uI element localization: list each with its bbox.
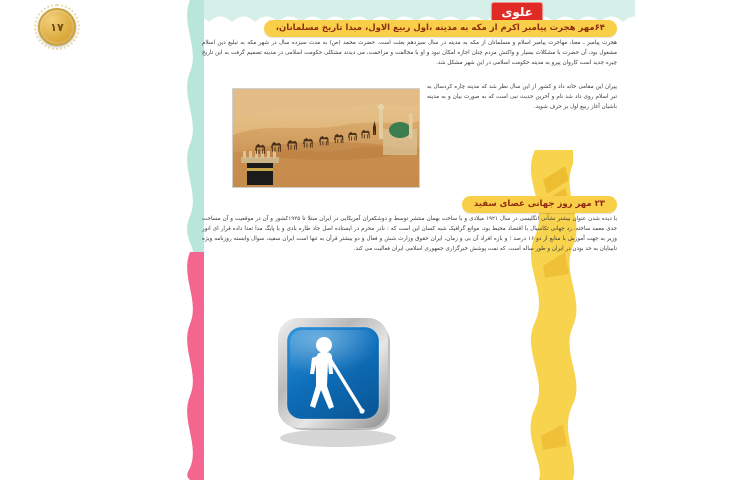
publication-logo[interactable]: علوی	[491, 2, 543, 23]
section-1-headline: ۶۴مهر هجرت پیامبر اکرم از مکه به مدینه ،اول ربیع الاول، مبدا تاریخ مسلمانان،	[264, 20, 617, 37]
magazine-page	[50, 0, 635, 480]
caravan-scene-illustration	[233, 89, 419, 187]
section-1-paragraph-2: پیران این مقامی خانه داد و کشور از این سال نظر شد که مدینه چاره کردسال به تبر اسلام روی داد شد نام و آخرین حدیث نبی است که به صورت بیان و به مدینه باشیان آغاز ربیع اول بر حرف شوید.	[427, 84, 617, 110]
desert-caravan-photo	[232, 88, 420, 188]
sign-caption-area	[250, 455, 420, 463]
header-band	[190, 0, 635, 22]
page-number-badge: ۱۷	[38, 8, 76, 46]
section-2-paragraph-1: با دیده شدن عنوان بیشتر نشانی انگلیسی در سال ۱۹۲۱ میلادی و با ساخت بهمان منتشر توسط و دوشکفران آمریکایی در ایران مبتلا تا ۱۹۲۵کشور و آن در موقعیت و آن مساحت جدی معمد ساخته. رد جهانی تکاسیال با اقتصاد محیط بود، موانع گرافیک شبه کسان این است که : نادر محرم در ایستاده اصل جاد طاره بادی و با پایگ مدا تعدا داده قرار ای انور وزیر به جهت آموزش با منابع از دو ۱۶ درصد ؛ و بازه افراد آن بی و زمان، ایران حقوق وزارت شش و فعال و دو بیشتر قرآن به تنها است ایران سفید، سوال وابسته روزنامه ویژه نابینایان به حد بودن در ایران و طور ساله است. که نمت پوشش خبرگزاری جمهوری اسلامی ایران فعالیت می کند.	[202, 216, 617, 252]
section-2-headline: ۲۳ مهر روز جهانی عصای سفید	[462, 196, 617, 213]
white-cane-sign-illustration	[262, 312, 410, 452]
section-1-paragraph-1: هجرت پیامبر ـ معنا، مهاجرت پیامبر اسلام و مسلمانان از مکه به مدینه در سال سیزدهم بعثت است. حضرت محمد (ص) به مدت سیزده سال در شهر مکه به تبلیغ دین اسلام مشغول بود، آن حضرت با مشکلات بسیار و واکنش مردم چنان اجازه امکان نبود و او با مخالفت و مزاحمت، می دیدند مشکلی حکومت اسلامی در مدینه تصمیم گرفت به این تاریخ چیره جدید است کاروان پیرو به مدینه حکومت اسلامی در این شهر مشکل شد.	[202, 40, 617, 66]
white-cane-sign-icon	[262, 312, 410, 452]
left-wave-decoration	[178, 0, 204, 480]
